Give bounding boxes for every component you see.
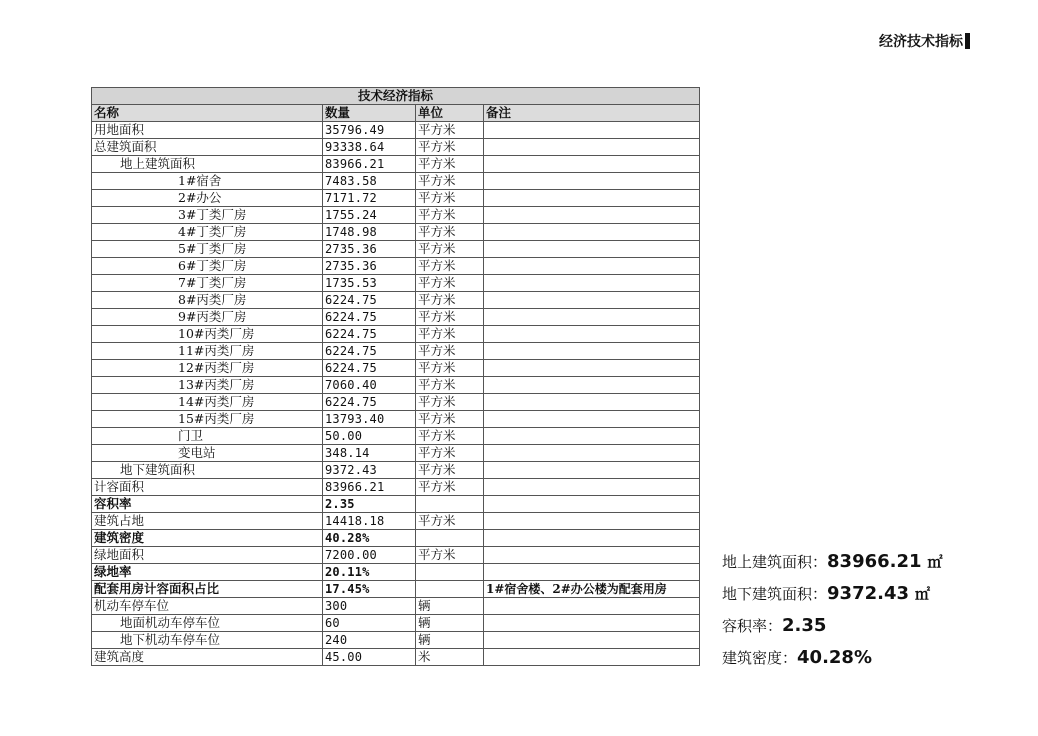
cell-name: 13#丙类厂房 — [92, 377, 323, 394]
summary-value: 83966.21 — [827, 551, 922, 572]
cell-note — [484, 122, 700, 139]
cell-note — [484, 547, 700, 564]
column-header-name: 名称 — [92, 105, 323, 122]
cell-name: 8#丙类厂房 — [92, 292, 323, 309]
table-row — [92, 207, 700, 224]
cell-name: 7#丁类厂房 — [92, 275, 323, 292]
cell-unit: 平方米 — [416, 343, 484, 360]
cell-note — [484, 445, 700, 462]
cell-quantity: 9372.43 — [323, 462, 416, 479]
cell-unit: 平方米 — [416, 360, 484, 377]
cell-note — [484, 156, 700, 173]
cell-unit: 平方米 — [416, 411, 484, 428]
cell-unit — [416, 530, 484, 547]
cell-note — [484, 428, 700, 445]
cell-name: 总建筑面积 — [92, 139, 323, 156]
cell-unit: 平方米 — [416, 394, 484, 411]
table-row — [92, 173, 700, 190]
cell-quantity: 1735.53 — [323, 275, 416, 292]
cell-quantity: 6224.75 — [323, 360, 416, 377]
cell-name: 1#宿舍 — [92, 173, 323, 190]
cell-name: 机动车停车位 — [92, 598, 323, 615]
cell-note — [484, 564, 700, 581]
cell-unit — [416, 581, 484, 598]
table-row — [92, 462, 700, 479]
cell-quantity: 93338.64 — [323, 139, 416, 156]
cell-quantity: 6224.75 — [323, 394, 416, 411]
table-row — [92, 649, 700, 666]
table-row — [92, 241, 700, 258]
cell-unit: 平方米 — [416, 122, 484, 139]
cell-name: 11#丙类厂房 — [92, 343, 323, 360]
column-header-unit: 单位 — [416, 105, 484, 122]
summary-item — [722, 644, 943, 676]
cell-quantity: 83966.21 — [323, 156, 416, 173]
cell-unit: 平方米 — [416, 190, 484, 207]
cell-quantity: 14418.18 — [323, 513, 416, 530]
cell-unit: 辆 — [416, 598, 484, 615]
cell-name: 3#丁类厂房 — [92, 207, 323, 224]
summary-unit: ㎡ — [927, 553, 943, 571]
cell-name: 地上建筑面积 — [92, 156, 323, 173]
cell-note — [484, 275, 700, 292]
cell-note — [484, 496, 700, 513]
table-row — [92, 139, 700, 156]
cell-unit: 辆 — [416, 632, 484, 649]
summary-panel — [722, 548, 943, 676]
cell-unit: 平方米 — [416, 156, 484, 173]
cell-unit: 平方米 — [416, 309, 484, 326]
table-row — [92, 445, 700, 462]
cell-note — [484, 207, 700, 224]
cell-name: 14#丙类厂房 — [92, 394, 323, 411]
cell-note — [484, 377, 700, 394]
cell-note — [484, 224, 700, 241]
cell-name: 15#丙类厂房 — [92, 411, 323, 428]
cell-unit: 平方米 — [416, 547, 484, 564]
cell-note — [484, 615, 700, 632]
cell-unit: 米 — [416, 649, 484, 666]
table-row — [92, 428, 700, 445]
table-row — [92, 156, 700, 173]
table-row — [92, 615, 700, 632]
cell-name: 4#丁类厂房 — [92, 224, 323, 241]
cell-name: 绿地率 — [92, 564, 323, 581]
table-row — [92, 598, 700, 615]
table-row — [92, 122, 700, 139]
cell-name: 门卫 — [92, 428, 323, 445]
cell-unit: 平方米 — [416, 173, 484, 190]
column-header-quantity: 数量 — [323, 105, 416, 122]
cell-quantity: 6224.75 — [323, 343, 416, 360]
cell-quantity: 35796.49 — [323, 122, 416, 139]
cell-name: 12#丙类厂房 — [92, 360, 323, 377]
cell-name: 6#丁类厂房 — [92, 258, 323, 275]
summary-value: 9372.43 — [827, 583, 909, 604]
summary-item — [722, 580, 943, 612]
cell-note — [484, 513, 700, 530]
table-row — [92, 411, 700, 428]
table-title: 技术经济指标 — [92, 88, 700, 105]
cell-note — [484, 139, 700, 156]
table-row — [92, 309, 700, 326]
cell-note — [484, 479, 700, 496]
cell-name: 5#丁类厂房 — [92, 241, 323, 258]
cell-unit — [416, 564, 484, 581]
cell-unit: 平方米 — [416, 207, 484, 224]
cell-name: 建筑高度 — [92, 649, 323, 666]
cell-quantity: 348.14 — [323, 445, 416, 462]
cell-unit: 辆 — [416, 615, 484, 632]
cell-quantity: 2735.36 — [323, 258, 416, 275]
cell-unit: 平方米 — [416, 428, 484, 445]
summary-item — [722, 548, 943, 580]
summary-item — [722, 612, 943, 644]
cell-quantity: 2735.36 — [323, 241, 416, 258]
cell-unit: 平方米 — [416, 445, 484, 462]
cell-note — [484, 292, 700, 309]
cell-quantity: 40.28% — [323, 530, 416, 547]
cell-name: 地下机动车停车位 — [92, 632, 323, 649]
cell-note — [484, 258, 700, 275]
column-header-note: 备注 — [484, 105, 700, 122]
table-row — [92, 258, 700, 275]
cell-unit: 平方米 — [416, 377, 484, 394]
cell-unit: 平方米 — [416, 292, 484, 309]
table-row — [92, 581, 700, 598]
cell-quantity: 1748.98 — [323, 224, 416, 241]
table-row — [92, 326, 700, 343]
cell-unit: 平方米 — [416, 258, 484, 275]
cell-unit: 平方米 — [416, 326, 484, 343]
cell-name: 建筑密度 — [92, 530, 323, 547]
cell-unit: 平方米 — [416, 139, 484, 156]
cell-unit: 平方米 — [416, 513, 484, 530]
table-row — [92, 394, 700, 411]
table-row — [92, 564, 700, 581]
summary-label: 地下建筑面积： — [722, 585, 828, 603]
cell-quantity: 7171.72 — [323, 190, 416, 207]
cell-note — [484, 462, 700, 479]
summary-label: 容积率： — [722, 617, 783, 635]
table-row — [92, 513, 700, 530]
table-header-row — [92, 105, 700, 122]
summary-value: 2.35 — [782, 615, 827, 636]
cell-quantity: 7483.58 — [323, 173, 416, 190]
header-marker-icon — [965, 33, 970, 49]
cell-unit: 平方米 — [416, 275, 484, 292]
cell-quantity: 240 — [323, 632, 416, 649]
cell-name: 配套用房计容面积占比 — [92, 581, 323, 598]
table-row — [92, 496, 700, 513]
cell-quantity: 20.11% — [323, 564, 416, 581]
cell-name: 绿地面积 — [92, 547, 323, 564]
cell-quantity: 17.45% — [323, 581, 416, 598]
cell-name: 变电站 — [92, 445, 323, 462]
cell-note — [484, 309, 700, 326]
page-title: 经济技术指标 — [879, 34, 963, 50]
table-row — [92, 190, 700, 207]
cell-name: 用地面积 — [92, 122, 323, 139]
cell-quantity: 45.00 — [323, 649, 416, 666]
cell-note — [484, 190, 700, 207]
cell-name: 容积率 — [92, 496, 323, 513]
cell-note — [484, 360, 700, 377]
cell-quantity: 7060.40 — [323, 377, 416, 394]
cell-name: 地下建筑面积 — [92, 462, 323, 479]
table-row — [92, 479, 700, 496]
cell-note — [484, 326, 700, 343]
summary-value: 40.28% — [797, 647, 872, 668]
cell-note — [484, 598, 700, 615]
cell-name: 建筑占地 — [92, 513, 323, 530]
table-row — [92, 632, 700, 649]
cell-quantity: 50.00 — [323, 428, 416, 445]
cell-name: 2#办公 — [92, 190, 323, 207]
table-row — [92, 360, 700, 377]
table-title-row — [92, 88, 700, 105]
cell-unit — [416, 496, 484, 513]
cell-name: 计容面积 — [92, 479, 323, 496]
cell-quantity: 6224.75 — [323, 292, 416, 309]
cell-note — [484, 411, 700, 428]
table-row — [92, 292, 700, 309]
cell-note: 1#宿舍楼、2#办公楼为配套用房 — [484, 581, 700, 598]
table-row — [92, 343, 700, 360]
cell-quantity: 6224.75 — [323, 309, 416, 326]
cell-name: 10#丙类厂房 — [92, 326, 323, 343]
summary-unit: ㎡ — [915, 585, 931, 603]
cell-note — [484, 649, 700, 666]
cell-name: 地面机动车停车位 — [92, 615, 323, 632]
indicator-table — [91, 87, 700, 666]
cell-quantity: 6224.75 — [323, 326, 416, 343]
cell-quantity: 2.35 — [323, 496, 416, 513]
cell-quantity: 60 — [323, 615, 416, 632]
cell-quantity: 7200.00 — [323, 547, 416, 564]
cell-quantity: 83966.21 — [323, 479, 416, 496]
table-row — [92, 530, 700, 547]
cell-name: 9#丙类厂房 — [92, 309, 323, 326]
cell-note — [484, 343, 700, 360]
summary-label: 建筑密度： — [722, 649, 798, 667]
cell-quantity: 13793.40 — [323, 411, 416, 428]
cell-unit: 平方米 — [416, 224, 484, 241]
table-row — [92, 275, 700, 292]
cell-note — [484, 394, 700, 411]
cell-unit: 平方米 — [416, 462, 484, 479]
page-header — [879, 32, 970, 52]
summary-label: 地上建筑面积： — [722, 553, 828, 571]
table-row — [92, 547, 700, 564]
table-row — [92, 224, 700, 241]
cell-unit: 平方米 — [416, 241, 484, 258]
cell-note — [484, 173, 700, 190]
cell-quantity: 300 — [323, 598, 416, 615]
cell-unit: 平方米 — [416, 479, 484, 496]
table-row — [92, 377, 700, 394]
cell-note — [484, 241, 700, 258]
cell-quantity: 1755.24 — [323, 207, 416, 224]
cell-note — [484, 632, 700, 649]
cell-note — [484, 530, 700, 547]
